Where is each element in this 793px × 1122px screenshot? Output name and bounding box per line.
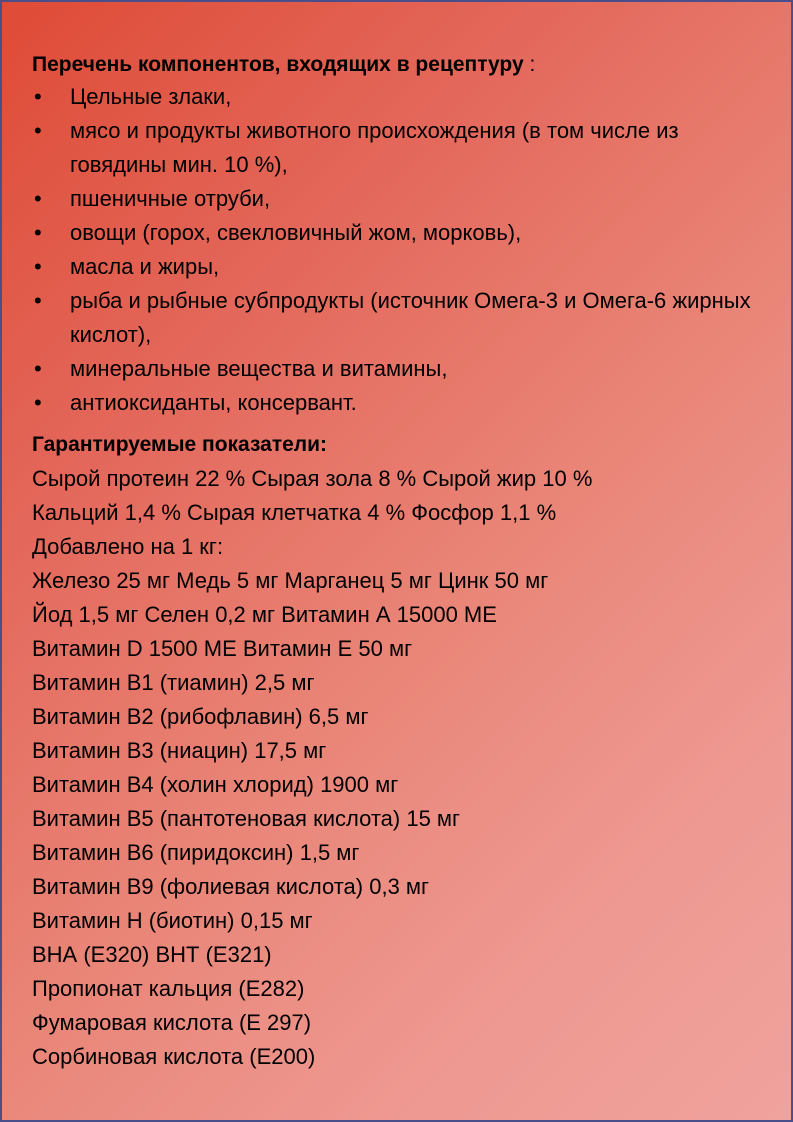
bullet-icon: •: [34, 356, 42, 381]
bullet-icon: •: [34, 186, 42, 211]
guaranteed-line: Витамин В5 (пантотеновая кислота) 15 мг: [32, 806, 461, 831]
composition-item-text: овощи (горох, свекловичный жом, морковь),: [70, 220, 522, 245]
guaranteed-line: Витамин В4 (холин хлорид) 1900 мг: [32, 772, 399, 797]
guaranteed-line: Витамин В2 (рибофлавин) 6,5 мг: [32, 704, 369, 729]
bullet-icon: •: [34, 118, 42, 143]
composition-item-text: масла и жиры,: [70, 254, 220, 279]
composition-item: [32, 284, 771, 352]
composition-item: [32, 250, 771, 284]
guaranteed-line: Сырой протеин 22 % Сырая зола 8 % Сырой жир 10 %: [32, 466, 593, 491]
guaranteed-line: Витамин В1 (тиамин) 2,5 мг: [32, 670, 315, 695]
composition-item: [32, 114, 771, 182]
bullet-icon: •: [34, 254, 42, 279]
bullet-icon: •: [34, 288, 42, 313]
guaranteed-line: Добавлено на 1 кг:: [32, 534, 224, 559]
composition-heading-text: Перечень компонентов, входящих в рецептуру: [32, 53, 524, 76]
guaranteed-line: Фумаровая кислота (Е 297): [32, 1010, 312, 1035]
guaranteed-line: Витамин В9 (фолиевая кислота) 0,3 мг: [32, 874, 430, 899]
composition-item-text: рыба и рыбные субпродукты (источник Омега-3 и Омега-6 жирных кислот),: [70, 288, 751, 347]
composition-list: [32, 80, 771, 420]
guaranteed-line: Йод 1,5 мг Селен 0,2 мг Витамин А 15000 МЕ: [32, 602, 497, 627]
composition-item: [32, 182, 771, 216]
composition-item-text: антиоксиданты, консервант.: [70, 390, 357, 415]
bullet-icon: •: [34, 84, 42, 109]
composition-item-text: мясо и продукты животного происхождения (в том числе из говядины мин. 10 %),: [70, 118, 679, 177]
guaranteed-line: ВНА (Е320) ВНТ (Е321): [32, 942, 272, 967]
guaranteed-heading: Гарантируемые показатели:: [32, 433, 328, 456]
composition-item-text: минеральные вещества и витамины,: [70, 356, 448, 381]
composition-item-text: пшеничные отруби,: [70, 186, 271, 211]
composition-heading: [32, 50, 771, 80]
guaranteed-line: Сорбиновая кислота (Е200): [32, 1044, 316, 1069]
guaranteed-line: Железо 25 мг Медь 5 мг Марганец 5 мг Цинк 50 мг: [32, 568, 549, 593]
guaranteed-line: Кальций 1,4 % Сырая клетчатка 4 % Фосфор 1,1 %: [32, 500, 557, 525]
bullet-icon: •: [34, 390, 42, 415]
composition-item: [32, 80, 771, 114]
guaranteed-line: Витамин Н (биотин) 0,15 мг: [32, 908, 313, 933]
composition-item: [32, 352, 771, 386]
composition-item: [32, 216, 771, 250]
guaranteed-line: Пропионат кальция (Е282): [32, 976, 305, 1001]
composition-heading-suffix: :: [523, 53, 536, 76]
guaranteed-line: Витамин В6 (пиридоксин) 1,5 мг: [32, 840, 360, 865]
label-content: [32, 50, 771, 1074]
composition-item-text: Цельные злаки,: [70, 84, 232, 109]
composition-item: [32, 386, 771, 420]
guaranteed-line: Витамин D 1500 МЕ Витамин Е 50 мг: [32, 636, 413, 661]
guaranteed-line: Витамин В3 (ниацин) 17,5 мг: [32, 738, 327, 763]
bullet-icon: •: [34, 220, 42, 245]
